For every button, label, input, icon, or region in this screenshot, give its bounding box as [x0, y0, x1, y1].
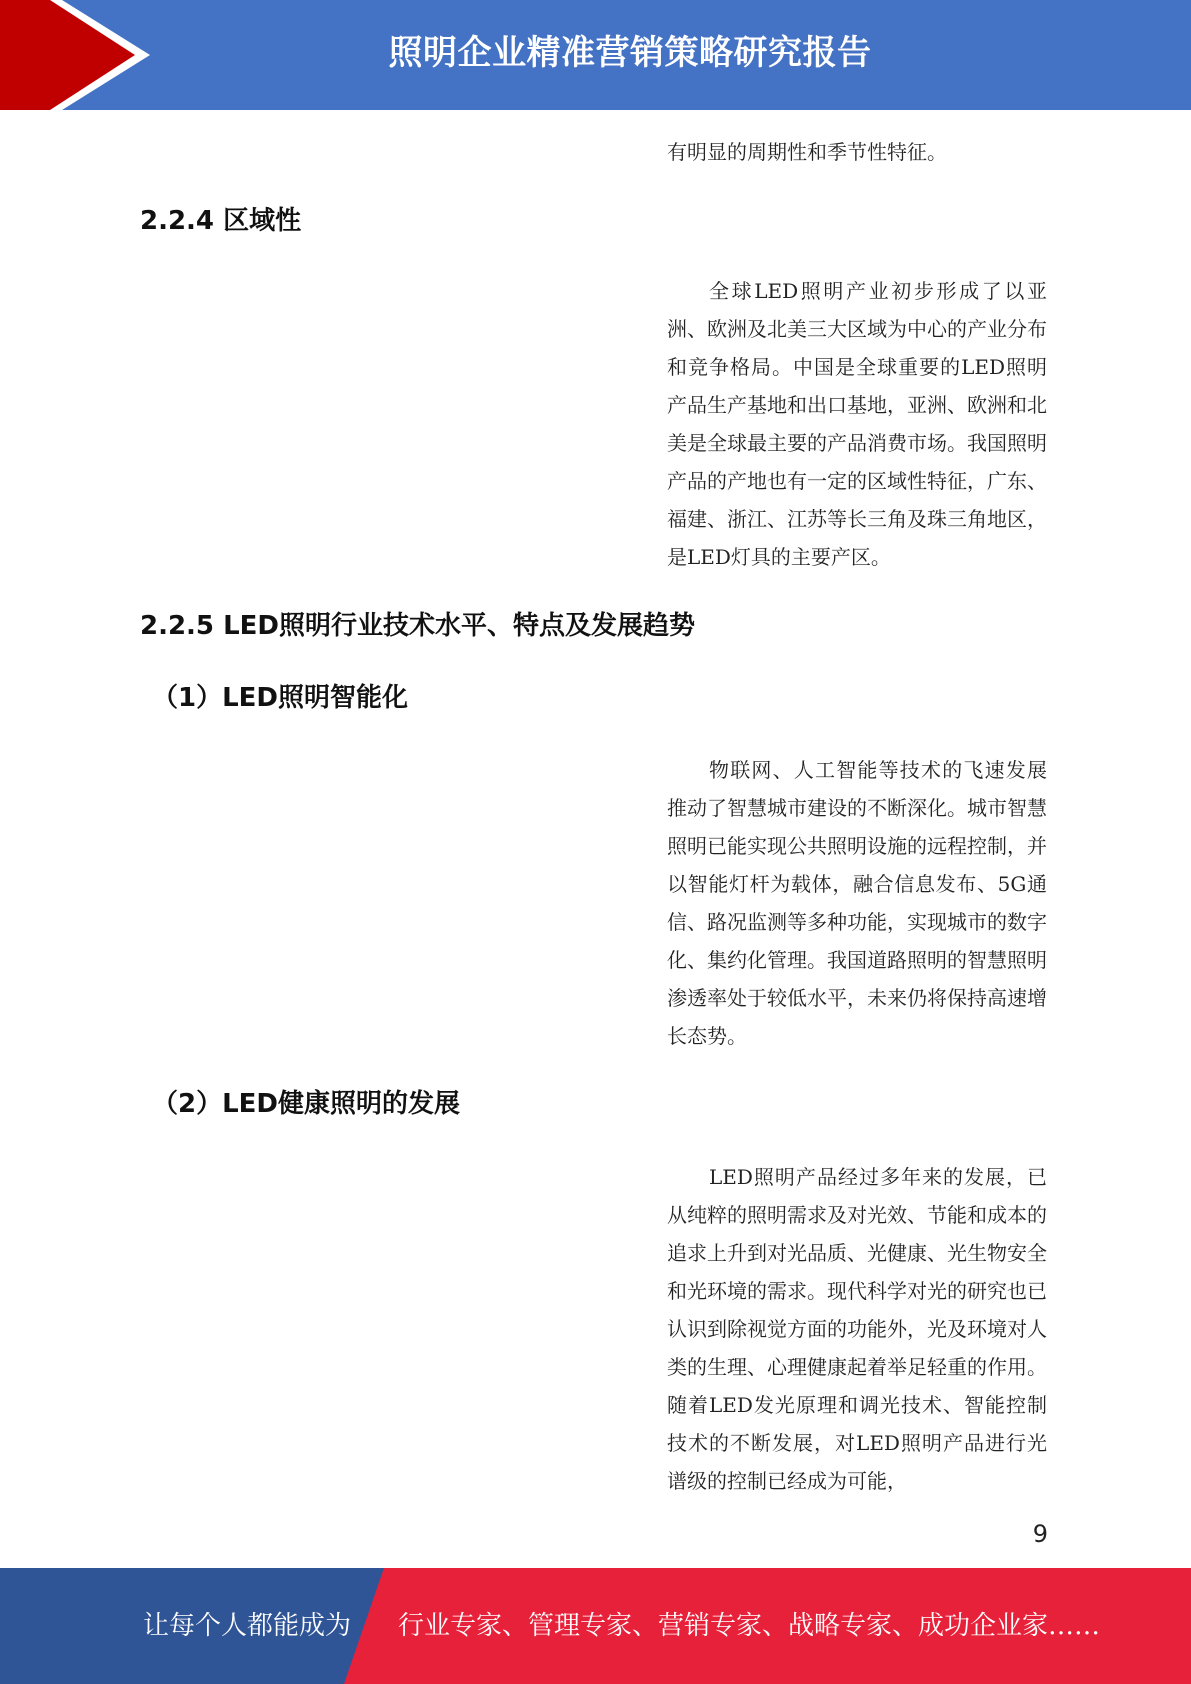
intro-continuation-text: 有明显的周期性和季节性特征。 [667, 140, 947, 164]
subsection-heading-intelligent-lighting: （1）LED照明智能化 [152, 683, 409, 713]
page-number: 9 [1032, 1520, 1048, 1548]
healthy-lighting-paragraph: LED照明产品经过多年来的发展，已从纯粹的照明需求及对光效、节能和成本的追求上升到对光品质、光健康、光生物安全和光环境的需求。现代科学对光的研究也已认识到除视觉方面的功能外，光及环境对人类的生理、心理健康起着举足轻重的作用。随着LED发光原理和调光技术、智能控制技术的不断发展，对LED照明产品进行光谱级的控制已经成为可能， [667, 1165, 1047, 1493]
header-chevron-icon [0, 0, 160, 110]
page-header-banner [0, 0, 1191, 110]
intelligent-lighting-paragraph: 物联网、人工智能等技术的飞速发展推动了智慧城市建设的不断深化。城市智慧照明已能实现公共照明设施的远程控制，并以智能灯杆为载体，融合信息发布、5G通信、路况监测等多种功能，实现城市的数字化、集约化管理。我国道路照明的智慧照明渗透率处于较低水平，未来仍将保持高速增长态势。 [667, 758, 1047, 1048]
subsection-heading-healthy-lighting: （2）LED健康照明的发展 [152, 1089, 461, 1119]
section-2-2-4-paragraph: 全球LED照明产业初步形成了以亚洲、欧洲及北美三大区域为中心的产业分布和竞争格局。中国是全球重要的LED照明产品生产基地和出口基地，亚洲、欧洲和北美是全球最主要的产品消费市场。我国照明产品的产地也有一定的区域性特征，广东、福建、浙江、江苏等长三角及珠三角地区，是LED灯具的主要产区。 [667, 279, 1047, 569]
footer-slogan-left: 让每个人都能成为 [143, 1611, 352, 1641]
page-footer-banner [0, 1568, 1191, 1684]
report-title: 照明企业精准营销策略研究报告 [388, 33, 872, 73]
section-heading-2-2-4: 2.2.4 区域性 [140, 206, 302, 236]
section-heading-2-2-5: 2.2.5 LED照明行业技术水平、特点及发展趋势 [140, 611, 695, 641]
footer-slogan-right: 行业专家、管理专家、营销专家、战略专家、成功企业家…… [398, 1611, 1101, 1641]
